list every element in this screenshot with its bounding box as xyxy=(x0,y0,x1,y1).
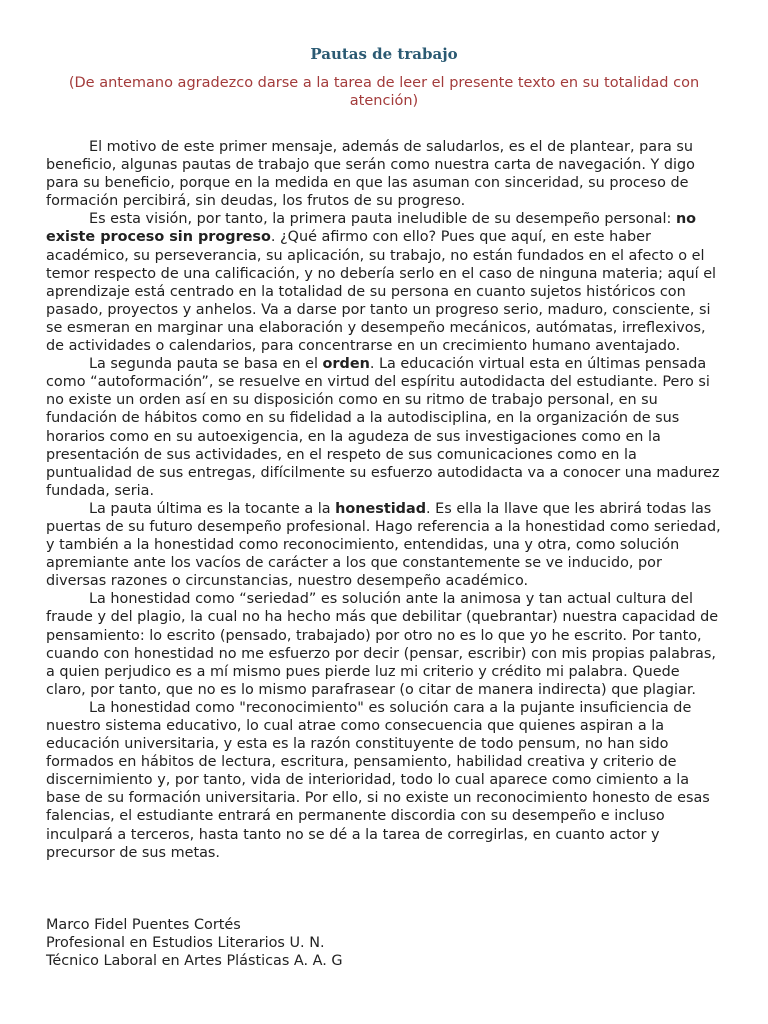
emphasis-order: orden xyxy=(322,356,370,373)
paragraph-text: La pauta última es la tocante a la xyxy=(89,500,336,517)
paragraph-text: La segunda pauta se basa en el xyxy=(89,356,323,373)
paragraph-text: . ¿Qué afirmo con ello? Pues que aquí, en este haber académico, su perseverancia, su aplicación, su trabajo, no están fundados en el afecto o el temor respecto de una calificación, y no debería serlo en el caso de ninguna materia; aquí el aprendizaje está centrado en la totalidad de su persona en cuanto sujetos históricos con pasado, proyectos y anhelos. Va a darse por tanto un progreso serio, maduro, consciente, si se esmeran en marginar una elaboración y desempeño mecánicos, autómatas, irreflexivos, de actividades o calendarios, para concentrarse en un crecimiento humano aventajado. xyxy=(46,229,717,355)
paragraph-third-rule xyxy=(46,500,722,590)
signature-block xyxy=(46,916,722,970)
paragraph-text: Es esta visión, por tanto, la primera pauta ineludible de su desempeño personal: xyxy=(89,211,676,228)
signature-name: Marco Fidel Puentes Cortés xyxy=(46,917,241,933)
paragraph-first-rule xyxy=(46,210,722,355)
paragraph-recognition: La honestidad como "reconocimiento" es solución cara a la pujante insuficiencia de nuestro sistema educativo, lo cual atrae como consecuencia que quienes aspiran a la educación universitaria, y esta es la razón constituyente de todo pensum, no han sido formados en hábitos de lectura, escritura, pensamiento, habilidad creativa y criterio de discernimiento y, por tanto, vida de interioridad, todo lo cual aparece como cimiento a la base de su formación universitaria. Por ello, si no existe un reconocimiento honesto de esas falencias, el estudiante entrará en permanente discordia con su desempeño e incluso inculpará a terceros, hasta tanto no se dé a la tarea de corregirlas, en cuanto actor y precursor de sus metas. xyxy=(46,699,710,861)
page-subtitle: (De antemano agradezco darse a la tarea de leer el presente texto en su totalidad con atención) xyxy=(68,75,700,109)
paragraph-text: . La educación virtual esta en últimas pensada como “autoformación”, se resuelve en virtud del espíritu autodidacta del estudiante. Pero si no existe un orden así en su disposición como en su ritmo de trabajo personal, en su fundación de hábitos como en su fidelidad a la autodisciplina, en la organización de sus horarios como en su autoexigencia, en la agudeza de sus investigaciones como en la presentación de sus actividades, en el respeto de sus comunicaciones como en la puntualidad de sus entregas, difícilmente su esfuerzo autodidacta va a conocer una madurez fundada, seria. xyxy=(46,356,720,499)
signature-credential-1: Profesional en Estudios Literarios U. N. xyxy=(46,935,325,952)
paragraph-seriousness: La honestidad como “seriedad” es solución ante la animosa y tan actual cultura del fraude y del plagio, la cual no ha hecho más que debilitar (quebrantar) nuestra capacidad de pensamiento: lo escrito (pensado, trabajado) por otro no es lo que yo he escrito. Por tanto, cuando con honestidad no me esfuerzo por decir (pensar, escribir) con mis propias palabras, a quien perjudico es a mí mismo pues pierde luz mi criterio y crédito mi palabra. Quede claro, por tanto, que no es lo mismo parafrasear (o citar de manera indirecta) que plagiar. xyxy=(46,591,719,698)
paragraph-intro: El motivo de este primer mensaje, además de saludarlos, es el de plantear, para su beneficio, algunas pautas de trabajo que serán como nuestra carta de navegación. Y digo para su beneficio, porque en la medida en que las asuman con sinceridad, su proceso de formación percibirá, sin deudas, los frutos de su progreso. xyxy=(46,139,695,210)
document-body xyxy=(46,138,722,862)
paragraph-second-rule xyxy=(46,355,722,500)
paragraph-text: . Es ella la llave que les abrirá todas las puertas de su futuro desempeño profesional. Hago referencia a la honestidad como seriedad, y también a la honestidad como reconocimiento, entendidas, una y otra, como solución apremiante ante los vacíos de carácter a los que constantemente se ve inducido, por diversas razones o circunstancias, nuestro desempeño académico. xyxy=(46,500,721,590)
signature-credential-2: Técnico Laboral en Artes Plásticas A. A. G xyxy=(46,953,343,970)
emphasis-progress: no existe proceso sin progreso xyxy=(46,211,697,246)
page-title: Pautas de trabajo xyxy=(310,45,458,63)
emphasis-honesty: honestidad xyxy=(335,500,426,517)
